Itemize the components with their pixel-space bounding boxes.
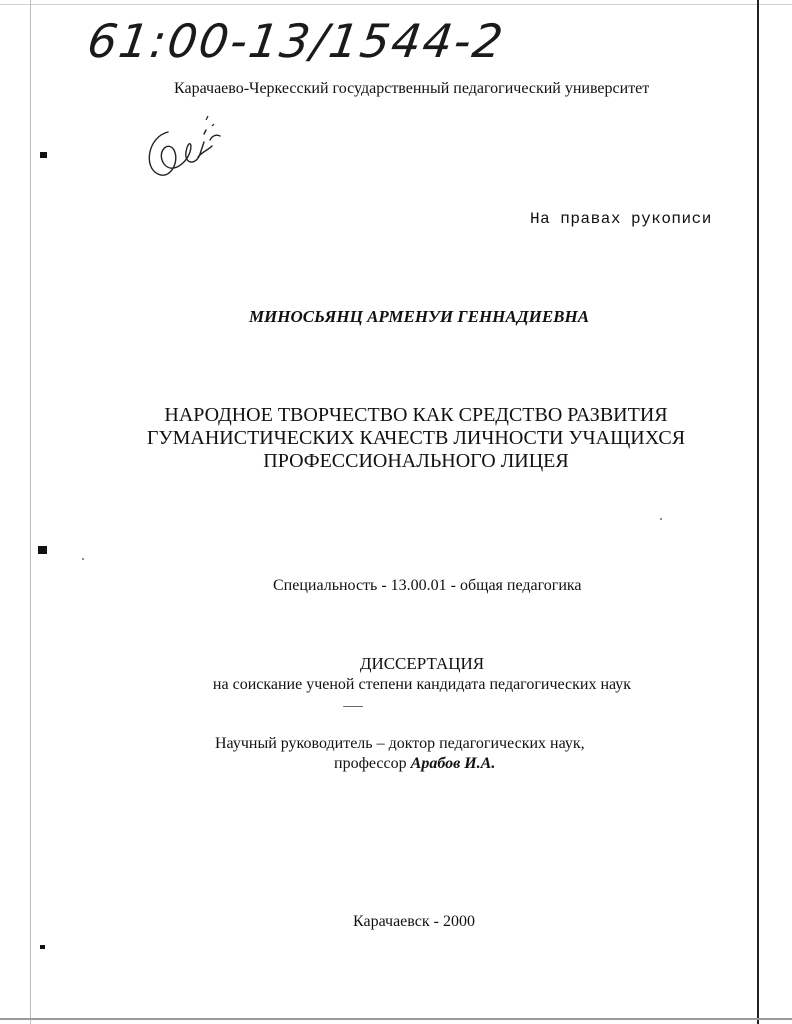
university-name: Карачаево-Черкесский государственный педагогический университет	[174, 80, 650, 97]
advisor-name: Арабов И.А.	[410, 755, 496, 772]
handwritten-catalog-number: 61:00-13/1544-2	[84, 14, 508, 68]
title-line: ГУМАНИСТИЧЕСКИХ КАЧЕСТВ ЛИЧНОСТИ УЧАЩИХСЯ	[146, 427, 686, 449]
author-name: МИНОСЬЯНЦ АРМЕНУИ ГЕННАДИЕВНА	[248, 307, 590, 326]
scan-speck	[343, 706, 363, 707]
scan-mark	[38, 546, 47, 554]
title-line: ПРОФЕССИОНАЛЬНОГО ЛИЦЕЯ	[263, 450, 569, 472]
dissertation-title	[0, 404, 792, 473]
city-year: Карачаевск - 2000	[353, 913, 475, 930]
page-right-edge	[757, 0, 759, 1024]
specialty: Специальность - 13.00.01 - общая педагогика	[273, 577, 582, 594]
signature-icon	[138, 112, 228, 187]
dissertation-subtitle: на соискание ученой степени кандидата педагогических наук	[212, 676, 632, 693]
dissertation-heading: ДИССЕРТАЦИЯ	[359, 654, 485, 673]
scan-mark	[40, 152, 47, 158]
page-top-edge	[0, 4, 792, 5]
page-bottom-edge	[0, 1018, 792, 1020]
advisor-title: Научный руководитель – доктор педагогических наук,	[215, 735, 585, 752]
scan-speck	[660, 518, 662, 520]
title-line: НАРОДНОЕ ТВОРЧЕСТВО КАК СРЕДСТВО РАЗВИТИЯ	[164, 404, 668, 426]
advisor-prefix: профессор	[334, 755, 407, 772]
manuscript-rights: На правах рукописи	[530, 210, 712, 228]
scan-mark	[40, 945, 45, 949]
advisor-name-line	[334, 755, 495, 773]
scan-speck	[82, 558, 84, 560]
page-left-edge	[30, 0, 31, 1024]
